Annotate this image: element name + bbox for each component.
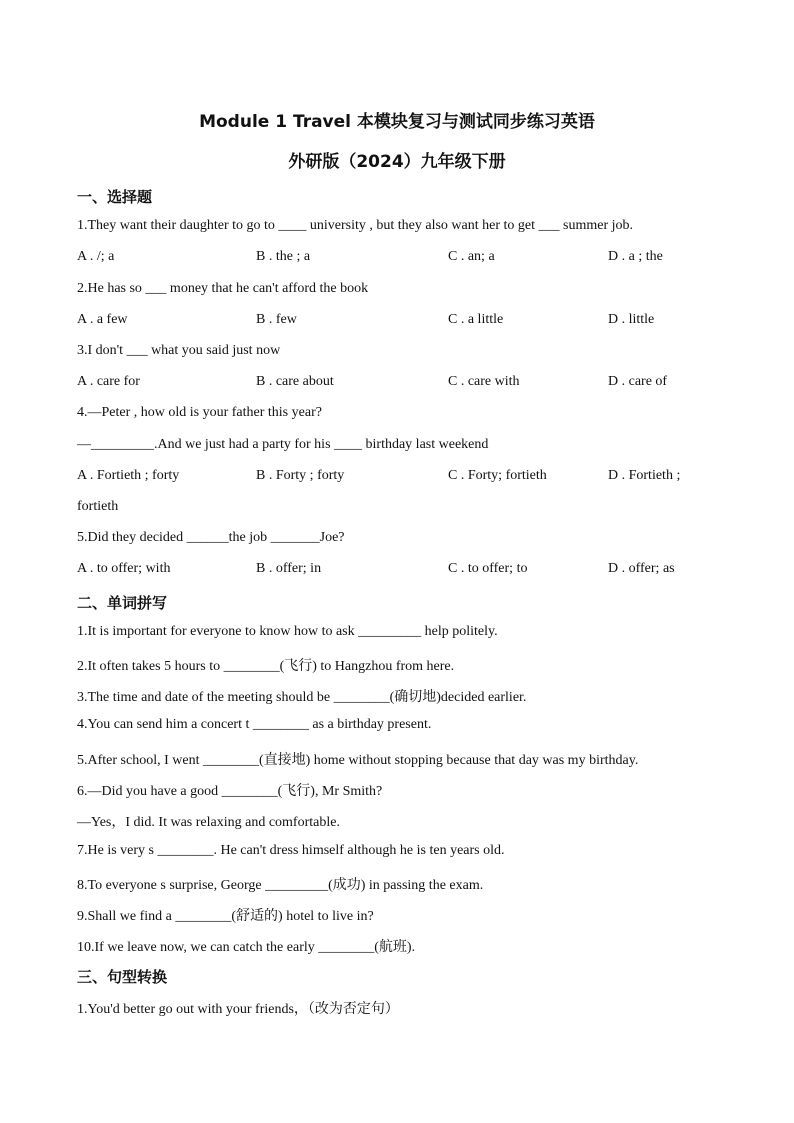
option-c: C . an; a [448, 249, 495, 264]
transformation-item: 1.You'd better go out with your friends，（改为否定句） [77, 1002, 399, 1017]
option-c: C . care with [448, 374, 520, 389]
option-a: A . Fortieth ; forty [77, 468, 180, 483]
option-c: C . Forty; fortieth [448, 468, 547, 483]
question-stem: 3.I don't ___ what you said just now [77, 343, 281, 358]
spelling-item: 2.It often takes 5 hours to ________(飞行) to Hangzhou from here. [77, 659, 455, 674]
question-stem: 2.He has so ___ money that he can't afford the book [77, 281, 369, 296]
section-heading-transformation: 三、句型转换 [77, 968, 168, 986]
option-d: D . Fortieth ; [608, 468, 681, 483]
option-a: A . care for [77, 374, 140, 389]
section-heading-choice: 一、选择题 [77, 188, 153, 206]
option-b: B . offer; in [256, 561, 322, 576]
option-d: D . little [608, 312, 655, 327]
question-stem: 4.—Peter , how old is your father this year? [77, 405, 322, 420]
question-stem: 5.Did they decided ______the job _______Joe? [77, 530, 345, 545]
spelling-item: 8.To everyone s surprise, George _________(成功) in passing the exam. [77, 878, 484, 893]
spelling-item: 9.Shall we find a ________(舒适的) hotel to live in? [77, 909, 374, 924]
option-d-wrap: fortieth [77, 499, 119, 514]
spelling-item: 3.The time and date of the meeting should be ________(确切地)decided earlier. [77, 690, 527, 705]
option-b: B . the ; a [256, 249, 311, 264]
worksheet-subtitle: 外研版（2024）九年级下册 [288, 152, 506, 172]
option-b: B . few [256, 312, 297, 327]
option-b: B . Forty ; forty [256, 468, 345, 483]
question-stem-continued: —_________.And we just had a party for his ____ birthday last weekend [77, 437, 489, 452]
worksheet-title: Module 1 Travel 本模块复习与测试同步练习英语 [199, 112, 595, 132]
spelling-item: 1.It is important for everyone to know how to ask _________ help politely. [77, 624, 498, 639]
option-c: C . a little [448, 312, 504, 327]
spelling-item: 10.If we leave now, we can catch the early ________(航班). [77, 940, 416, 955]
option-a: A . /; a [77, 249, 115, 264]
question-stem: 1.They want their daughter to go to ____ university , but they also want her to get ___ summer job. [77, 218, 634, 233]
option-b: B . care about [256, 374, 334, 389]
option-d: D . offer; as [608, 561, 675, 576]
option-d: D . a ; the [608, 249, 663, 264]
spelling-item: 4.You can send him a concert t ________ as a birthday present. [77, 717, 432, 732]
spelling-item: 6.—Did you have a good ________(飞行), Mr Smith? [77, 784, 383, 799]
spelling-item: 5.After school, I went ________(直接地) home without stopping because that day was my birthday. [77, 753, 639, 768]
spelling-item: 7.He is very s ________. He can't dress himself although he is ten years old. [77, 843, 505, 858]
option-d: D . care of [608, 374, 668, 389]
option-c: C . to offer; to [448, 561, 528, 576]
section-heading-spelling: 二、单词拼写 [77, 594, 168, 612]
option-a: A . a few [77, 312, 128, 327]
option-a: A . to offer; with [77, 561, 171, 576]
spelling-item-response: —Yes，I did. It was relaxing and comfortable. [77, 815, 340, 830]
